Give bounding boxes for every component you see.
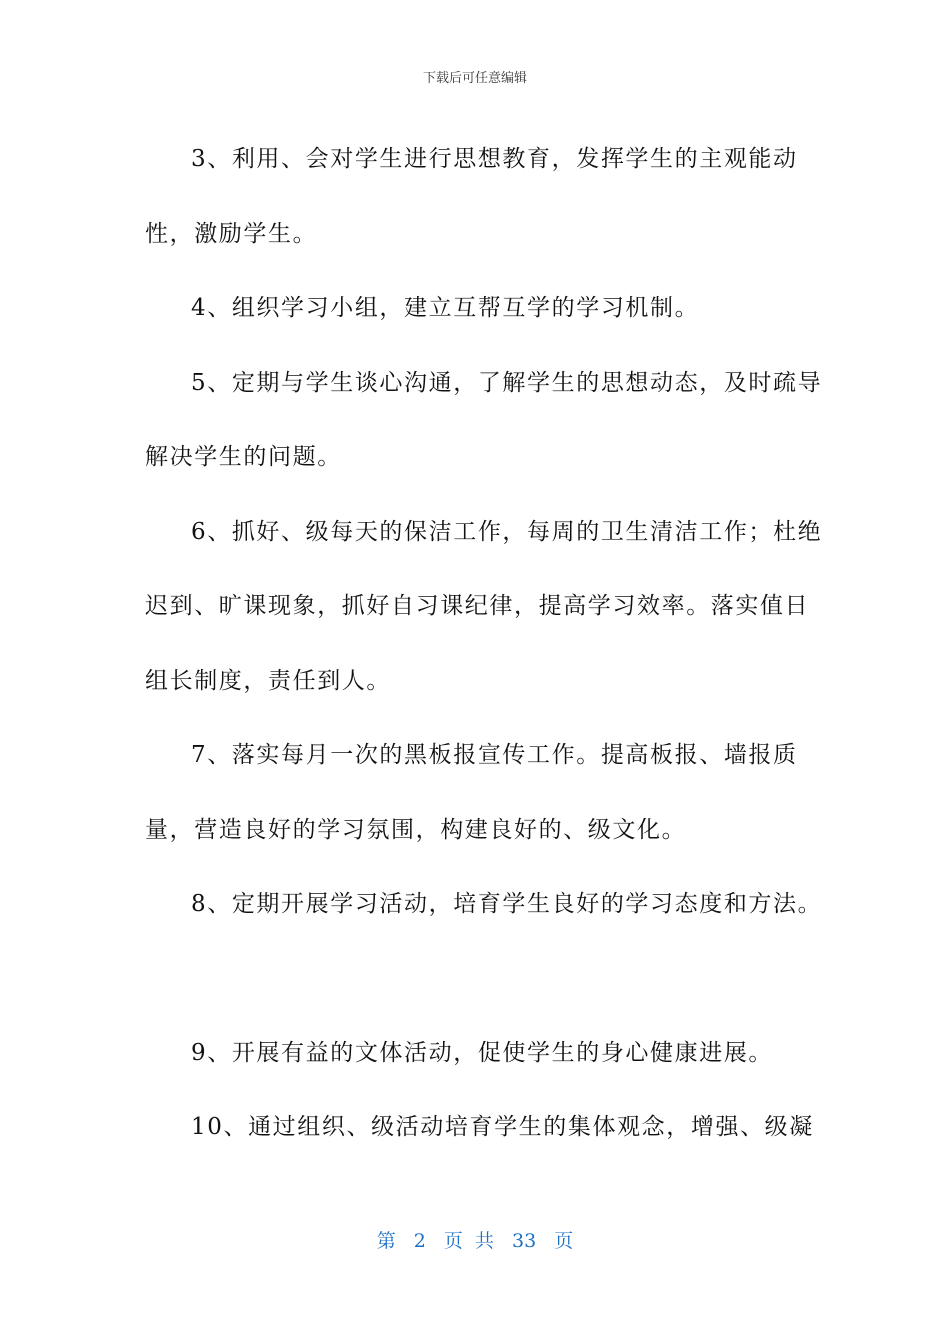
- page-footer: [0, 1226, 950, 1253]
- footer-suffix: 页: [554, 1230, 574, 1252]
- paragraph-9: 9、开展有益的文体活动，促使学生的身心健康进展。: [191, 1039, 774, 1066]
- footer-page-number: 2: [413, 1230, 426, 1252]
- paragraph-5: 5、定期与学生谈心沟通，了解学生的思想动态，及时疏导解决学生的问题。: [145, 369, 823, 470]
- footer-mid: 页 共: [443, 1230, 494, 1252]
- paragraph-6: 6、抓好、级每天的保洁工作，每周的卫生清洁工作；杜绝迟到、旷课现象，抓好自习课纪律，提高学习效率。落实值日组长制度，责任到人。: [145, 518, 823, 694]
- document-body: [145, 122, 825, 1165]
- footer-total-pages: 33: [512, 1230, 537, 1252]
- page-header-note: 下载后可任意编辑: [422, 71, 527, 86]
- paragraph-4: 4、组织学习小组，建立互帮互学的学习机制。: [191, 295, 700, 321]
- paragraph-8: 8、定期开展学习活动，培育学生良好的学习态度和方法。: [191, 891, 823, 917]
- paragraph-3: 3、利用、会对学生进行思想教育，发挥学生的主观能动性，激励学生。: [145, 146, 798, 247]
- paragraph-10: 10、通过组织、级活动培育学生的集体观念，增强、级凝: [191, 1114, 814, 1140]
- paragraph-7: 7、落实每月一次的黑板报宣传工作。提高板报、墙报质量，营造良好的学习氛围，构建良好的、级文化。: [145, 742, 798, 843]
- footer-prefix: 第: [376, 1230, 396, 1252]
